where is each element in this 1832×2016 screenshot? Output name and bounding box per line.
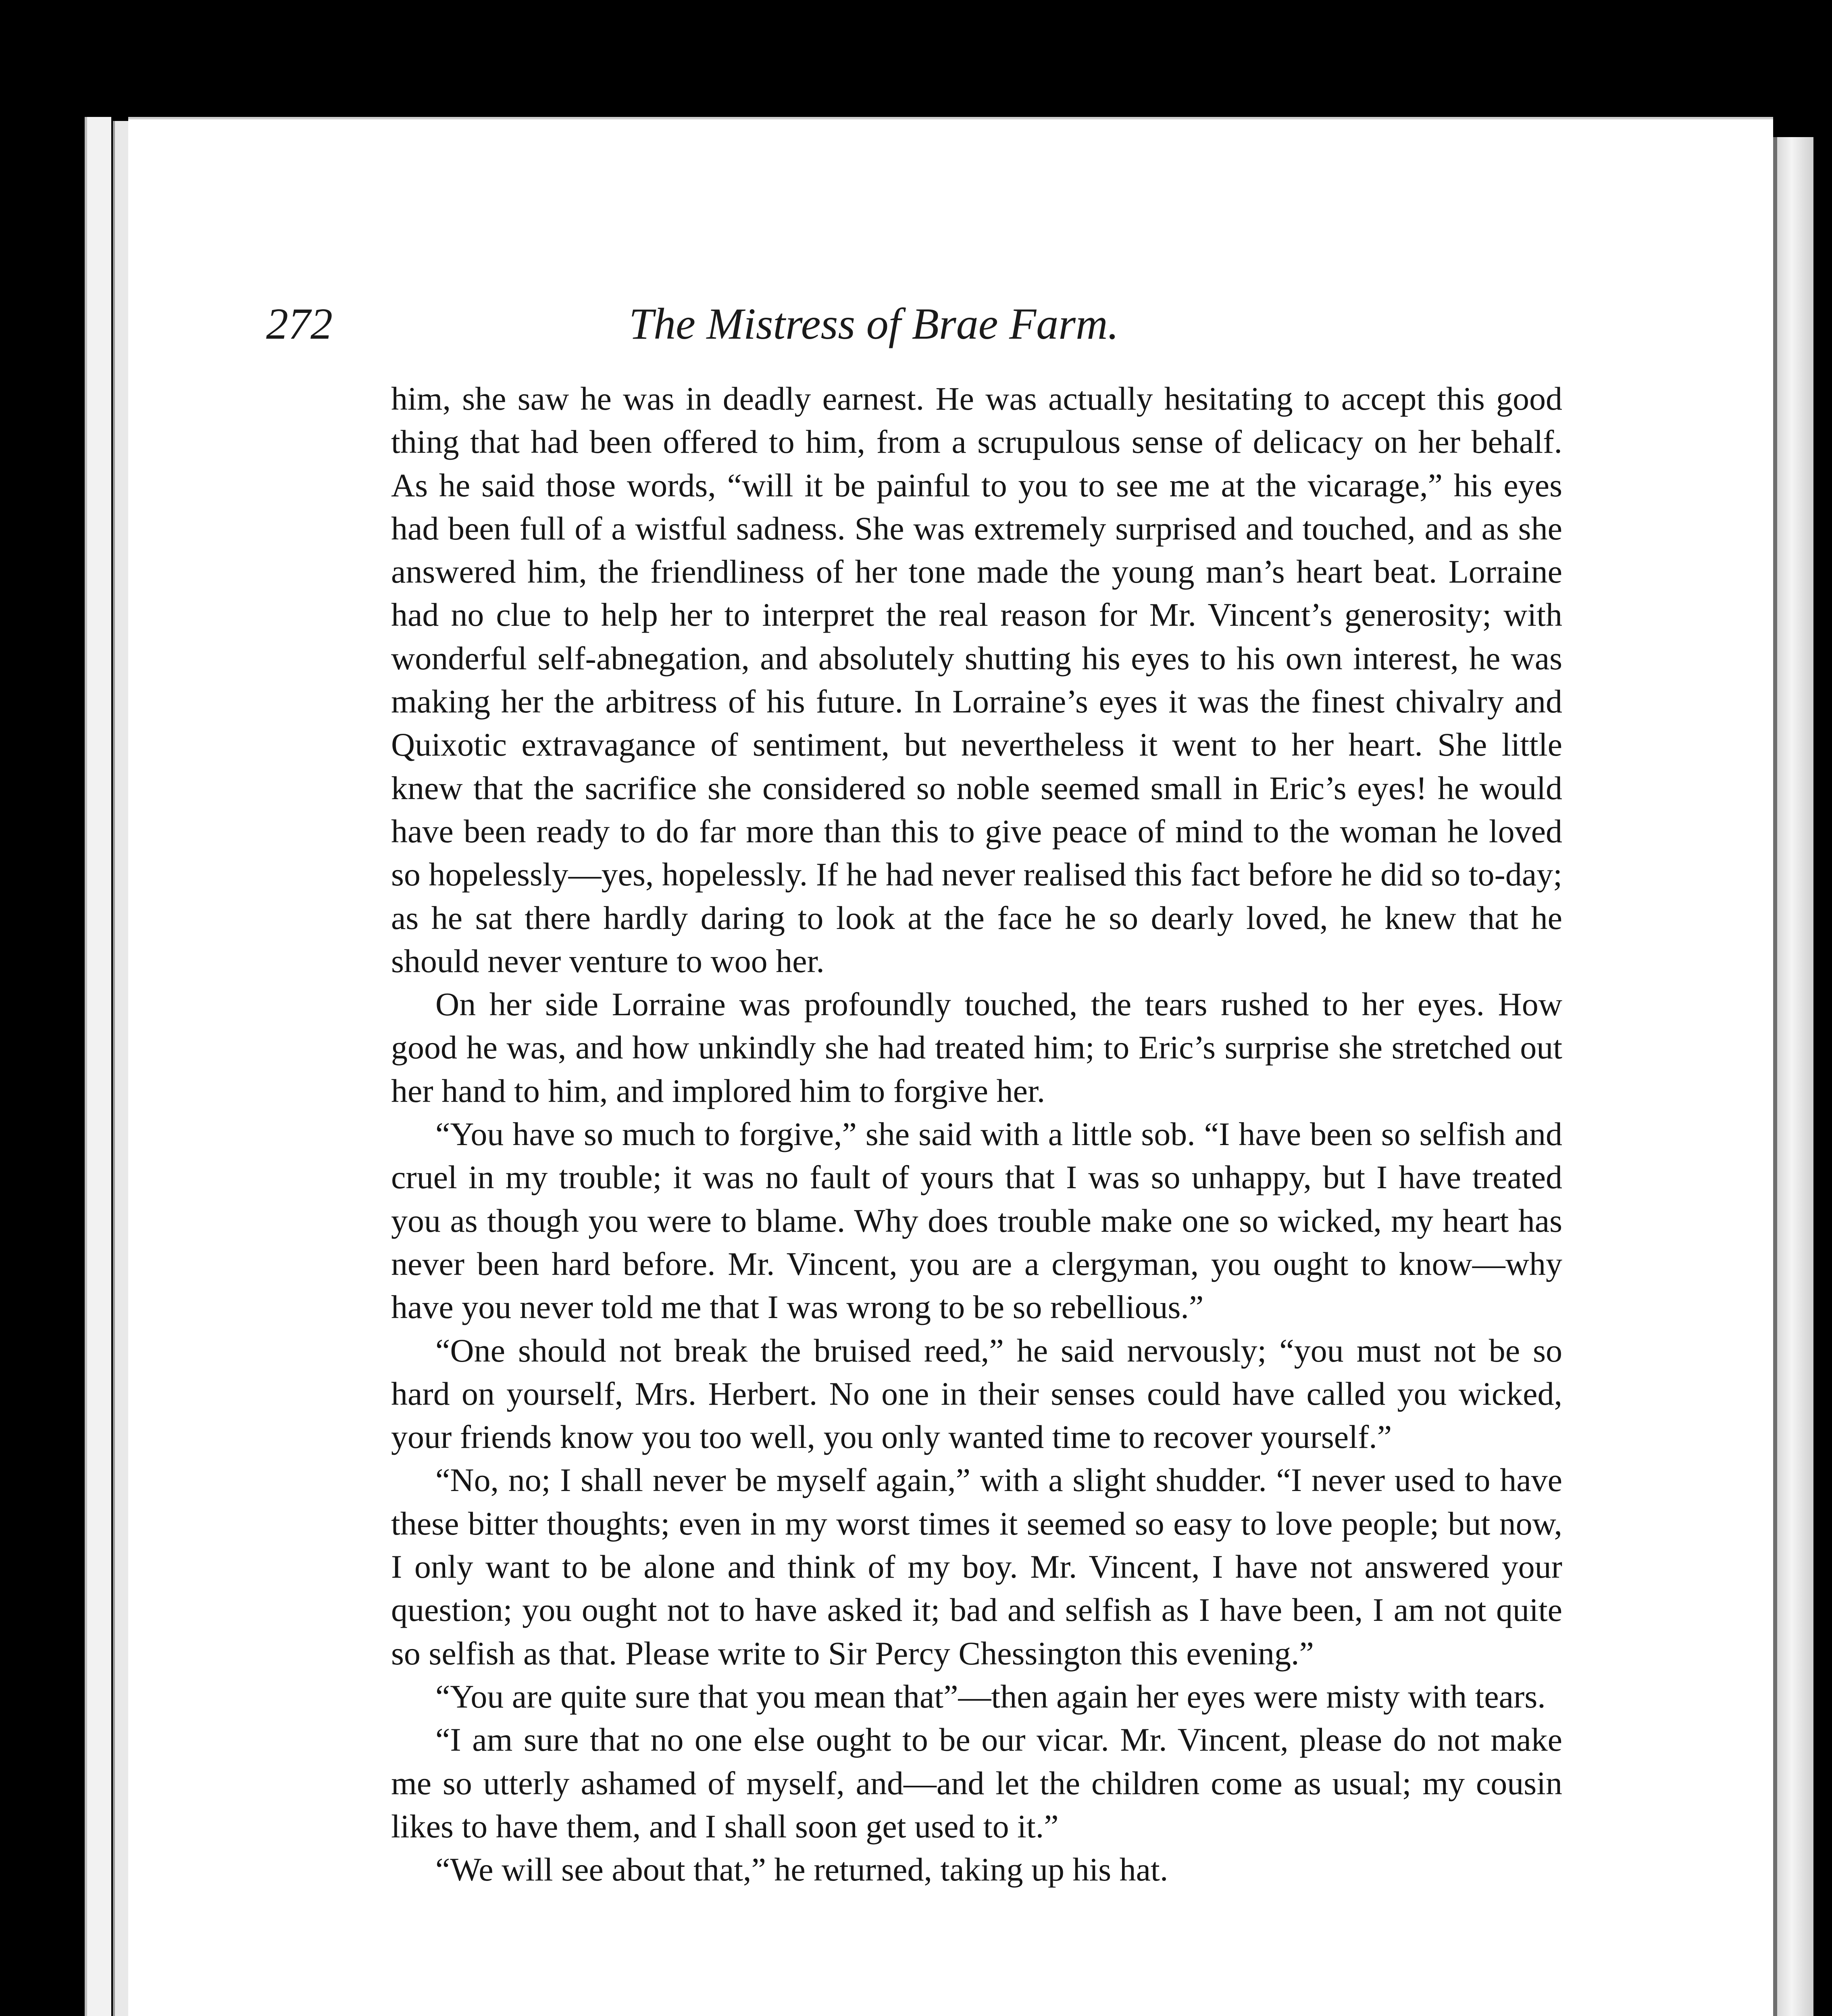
running-head xyxy=(266,298,1597,355)
paragraph: “You have so much to forgive,” she said with a little sob. “I have been so selfish and cruel in my trouble; it was no fault of yours that I was so unhappy, but I have treated you as though you were to blame. Why does trouble make one so wicked, my heart has never been hard before. Mr. Vincent, you are a clergyman, you ought to know—why have you never told me that I was wrong to be so rebellious.” xyxy=(391,1116,1562,1326)
paragraph: “One should not break the bruised reed,” he said nervously; “you must not be so hard on yourself, Mrs. Herbert. No one in their senses could have called you wicked, your friends know you too well, you only wanted time to recover yourself.” xyxy=(391,1332,1562,1456)
paragraph: “You are quite sure that you mean that”—then again her eyes were misty with tears. xyxy=(435,1678,1546,1715)
paragraph: “No, no; I shall never be myself again,” with a slight shudder. “I never used to have these bitter thoughts; even in my worst times it seemed so easy to love people; but now, I only want to be alone and think of my boy. Mr. Vincent, I have not answered your question; you ought not to have asked it; bad and selfish as I have been, I am not quite so selfish as that. Please write to Sir Percy Chessington this evening.” xyxy=(391,1462,1562,1672)
running-title: The Mistress of Brae Farm. xyxy=(629,299,1119,348)
paragraph: “We will see about that,” he returned, taking up his hat. xyxy=(435,1851,1168,1888)
paragraph: “I am sure that no one else ought to be our vicar. Mr. Vincent, please do not make me so utterly ashamed of myself, and—and let the children come as usual; my cousin likes to have them, and I shall soon get used to it.” xyxy=(391,1721,1562,1845)
page-edge-left xyxy=(85,117,111,2016)
page-edge-left-inner xyxy=(113,121,129,2016)
page-number: 272 xyxy=(266,299,333,348)
binding-edge-right xyxy=(1773,137,1813,2016)
body-text xyxy=(391,377,1562,1891)
paragraph: On her side Lorraine was profoundly touched, the tears rushed to her eyes. How good he was, and how unkindly she had treated him; to Eric’s surprise she stretched out her hand to him, and implored him to forgive her. xyxy=(391,986,1562,1109)
paragraph: him, she saw he was in deadly earnest. He was actually hesitating to accept this good thing that had been offered to him, from a scrupulous sense of delicacy on her behalf. As he said those words, “will it be painful to you to see me at the vicarage,” his eyes had been full of a wistful sadness. She was extremely surprised and touched, and as she answered him, the friendliness of her tone made the young man’s heart beat. Lorraine had no clue to help her to interpret the real reason for Mr. Vincent’s generosity; with wonderful self-abnegation, and absolutely shutting his eyes to his own interest, he was making her the arbitress of his future. In Lorraine’s eyes it was the finest chivalry and Quixotic extravagance of sentiment, but nevertheless it went to her heart. She little knew that the sacrifice she considered so noble seemed small in Eric’s eyes! he would have been ready to do far more than this to give peace of mind to the woman he loved so hopelessly—yes, hopelessly. If he had never realised this fact before he did so to-day; as he sat there hardly daring to look at the face he so dearly loved, he knew that he should never venture to woo her. xyxy=(391,380,1562,979)
